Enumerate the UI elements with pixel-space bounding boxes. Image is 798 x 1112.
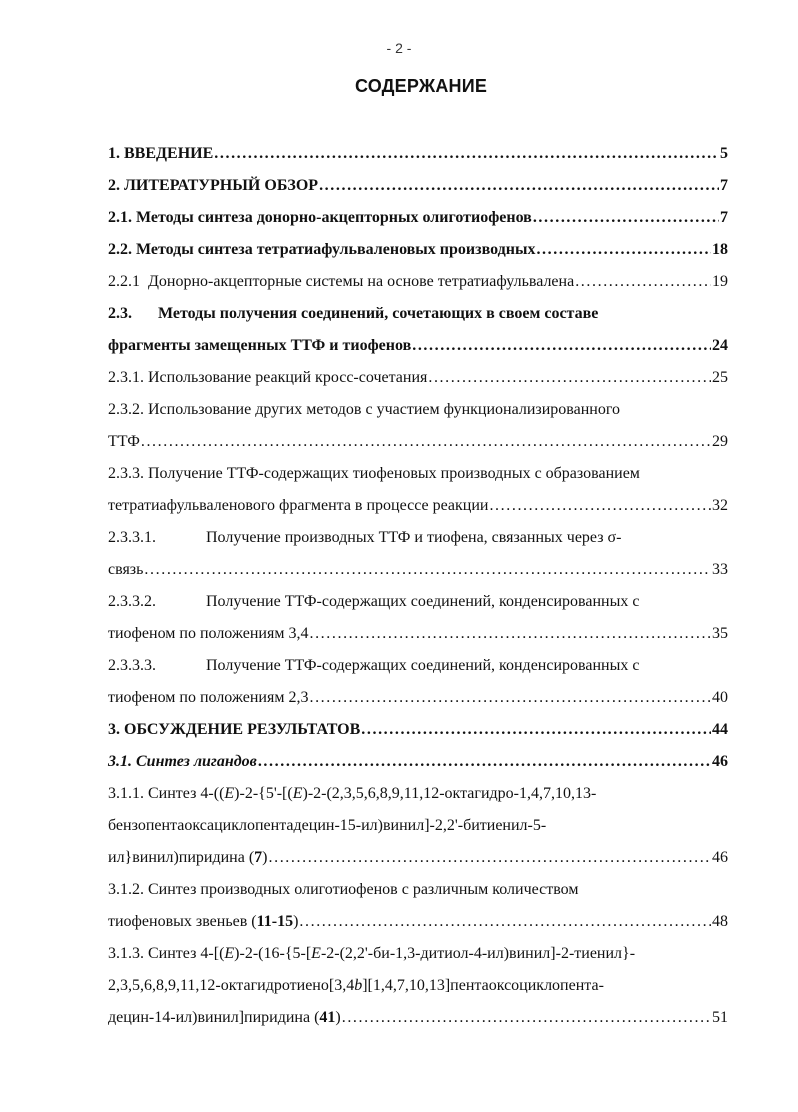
toc-page-number: 48: [712, 913, 728, 930]
toc-entry-text: тиофеном по положениям 3,4: [108, 625, 309, 642]
text-fragment: 3.1.3. Синтез 4-[(: [108, 945, 225, 962]
toc-entry-text: [108, 842, 268, 874]
toc-page-number: 44: [712, 721, 728, 738]
page-title: СОДЕРЖАНИЕ: [354, 76, 488, 96]
toc-entry-label: [108, 746, 257, 778]
toc-entry-2-3-2-line2[interactable]: [108, 426, 728, 458]
text-fragment: )-2-(2,3,5,6,8,9,11,12-октагидро-1,4,7,10,13-: [302, 785, 597, 802]
dot-leader: [361, 714, 711, 746]
text-fragment: 2,3,5,6,8,9,11,12-октагидротиено[3,4: [108, 977, 355, 994]
toc-entry-3-1-3-line3[interactable]: [108, 1002, 728, 1034]
toc-page-number: 51: [712, 1009, 728, 1026]
toc-entry-label: 2.2. Методы синтеза тетратиафульваленовых производных: [108, 241, 536, 258]
toc-entry-label: [108, 266, 574, 298]
toc-entry-text: фрагменты замещенных ТТФ и тиофенов: [108, 337, 412, 354]
toc-entry-number: 2.3.3.2.: [108, 593, 156, 610]
toc-entry-3-1-1-line1[interactable]: [108, 778, 728, 810]
toc-entry-2-3-3-line2[interactable]: [108, 490, 728, 522]
italic-fragment: b: [354, 977, 363, 994]
dot-leader: [309, 682, 711, 714]
dot-leader: [428, 362, 711, 394]
toc-entry-2-3-3-2-line2[interactable]: [108, 618, 728, 650]
text-fragment: тиофеновых звеньев (: [108, 913, 257, 930]
toc-entry-number: 2.3.: [108, 305, 132, 322]
toc-page-number: 32: [712, 497, 728, 514]
italic-fragment: E: [224, 785, 235, 802]
toc-page-number: 5: [720, 145, 728, 162]
toc-page-number: 35: [712, 625, 728, 642]
toc-entry-number: 2.2.1: [108, 273, 140, 290]
toc-page-number: 7: [720, 209, 728, 226]
toc-entry-text: Донорно-акцепторные системы на основе тетратиафульвалена: [148, 273, 575, 290]
toc-entry-1[interactable]: [108, 138, 728, 170]
toc-entry-2-3-3-3-line1[interactable]: [108, 650, 728, 682]
toc-entry-3-1-3-line1[interactable]: [108, 938, 728, 970]
text-fragment: децин-14-ил)винил]пиридина (: [108, 1009, 320, 1026]
compound-number: 11-15: [256, 913, 294, 930]
dot-leader: [489, 490, 711, 522]
compound-number: 41: [319, 1009, 336, 1026]
text-fragment: ][1,4,7,10,13]пентаоксоциклопента-: [362, 977, 604, 994]
toc-entry-text: Получение ТТФ-содержащих соединений, конденсированных с: [206, 657, 640, 674]
toc-entry-text: связь: [108, 561, 144, 578]
toc-entry-text: Получение ТТФ-содержащих соединений, конденсированных с: [206, 593, 640, 610]
toc-entry-2-3-3-line1[interactable]: [108, 458, 728, 490]
italic-fragment: E: [224, 945, 235, 962]
toc-page-number: 33: [712, 561, 728, 578]
toc-entry-2-3-3-2-line1[interactable]: [108, 586, 728, 618]
toc-entry-3-1[interactable]: [108, 746, 728, 778]
toc-entry-text: 3.1. Синтез лигандов: [108, 753, 257, 770]
toc-entry-number: 2.3.3.1.: [108, 529, 156, 546]
dot-leader: [533, 202, 719, 234]
toc-entry-number: 2.3.3.3.: [108, 657, 156, 674]
toc-entry-label: 3. ОБСУЖДЕНИЕ РЕЗУЛЬТАТОВ: [108, 721, 361, 738]
text-fragment: ): [262, 849, 268, 866]
toc-entry-3-1-1-line2[interactable]: [108, 810, 728, 842]
italic-fragment: E: [292, 785, 303, 802]
toc-entry-text: 2.3.2. Использование других методов с участием функционализированного: [108, 401, 621, 418]
toc-entry-2[interactable]: [108, 170, 728, 202]
dot-leader: [258, 746, 711, 778]
text-fragment: )-2-(16-{5-[: [234, 945, 312, 962]
toc-entry-2-3-line1[interactable]: [108, 298, 728, 330]
dot-leader: [299, 906, 711, 938]
toc-entry-2-3-1[interactable]: [108, 362, 728, 394]
toc-page-number: 25: [712, 369, 728, 386]
toc-entry-2-3-line2[interactable]: [108, 330, 728, 362]
table-of-contents: [108, 138, 728, 1034]
text-fragment: )-2-{5'-[(: [234, 785, 293, 802]
toc-page-number: 7: [720, 177, 728, 194]
toc-entry-text: Получение производных ТТФ и тиофена, связанных через σ-: [206, 529, 622, 546]
page-number: - 2 -: [386, 40, 412, 56]
toc-entry-label: 2. ЛИТЕРАТУРНЫЙ ОБЗОР: [108, 177, 319, 194]
toc-page-number: 46: [712, 849, 728, 866]
toc-entry-text: [108, 1002, 341, 1034]
toc-entry-text: Методы получения соединений, сочетающих в своем составе: [158, 305, 599, 322]
toc-entry-text: бензопентаоксациклопентадецин-15-ил)винил]-2,2'-битиенил-5-: [108, 817, 547, 834]
toc-entry-text: тетратиафульваленового фрагмента в процессе реакции: [108, 497, 489, 514]
toc-entry-2-3-3-1-line2[interactable]: [108, 554, 728, 586]
text-fragment: 3.1.1. Синтез 4-((: [108, 785, 225, 802]
toc-entry-2-2[interactable]: [108, 234, 728, 266]
dot-leader: [575, 266, 711, 298]
toc-entry-3-1-1-line3[interactable]: [108, 842, 728, 874]
toc-entry-3-1-3-line2[interactable]: [108, 970, 728, 1002]
toc-entry-text: 2.3.3. Получение ТТФ-содержащих тиофеновых производных с образованием: [108, 465, 640, 482]
toc-page-number: 18: [712, 241, 728, 258]
toc-entry-3[interactable]: [108, 714, 728, 746]
text-fragment: ): [335, 1009, 341, 1026]
toc-entry-text: ТТФ: [108, 433, 140, 450]
dot-leader: [342, 1002, 711, 1034]
text-fragment: -2-(2,2'-би-1,3-дитиол-4-ил)винил]-2-тиенил}-: [320, 945, 636, 962]
dot-leader: [412, 330, 711, 362]
dot-leader: [536, 234, 711, 266]
toc-entry-3-1-2-line2[interactable]: [108, 906, 728, 938]
toc-entry-2-3-3-1-line1[interactable]: [108, 522, 728, 554]
toc-entry-label: 2.3.1. Использование реакций кросс-сочетания: [108, 369, 428, 386]
dot-leader: [309, 618, 711, 650]
toc-page-number: 24: [712, 337, 728, 354]
compound-number: 7: [254, 849, 263, 866]
toc-entry-label: 1. ВВЕДЕНИЕ: [108, 145, 214, 162]
toc-entry-2-2-1[interactable]: [108, 266, 728, 298]
text-fragment: ил}винил)пиридина (: [108, 849, 255, 866]
toc-entry-text: [108, 906, 298, 938]
toc-page-number: 46: [712, 753, 728, 770]
dot-leader: [319, 170, 719, 202]
text-fragment: ): [293, 913, 299, 930]
toc-page-number: 29: [712, 433, 728, 450]
italic-fragment: E: [311, 945, 321, 962]
dot-leader: [269, 842, 712, 874]
toc-entry-2-1[interactable]: [108, 202, 728, 234]
dot-leader: [214, 138, 719, 170]
toc-page-number: 19: [712, 273, 728, 290]
toc-entry-3-1-2-line1[interactable]: [108, 874, 728, 906]
toc-entry-label: 2.1. Методы синтеза донорно-акцепторных олиготиофенов: [108, 209, 532, 226]
toc-entry-text: тиофеном по положениям 2,3: [108, 689, 309, 706]
dot-leader: [144, 554, 711, 586]
toc-entry-2-3-3-3-line2[interactable]: [108, 682, 728, 714]
toc-entry-2-3-2-line1[interactable]: [108, 394, 728, 426]
dot-leader: [141, 426, 711, 458]
toc-entry-text: 3.1.2. Синтез производных олиготиофенов с различным количеством: [108, 881, 579, 898]
toc-page-number: 40: [712, 689, 728, 706]
